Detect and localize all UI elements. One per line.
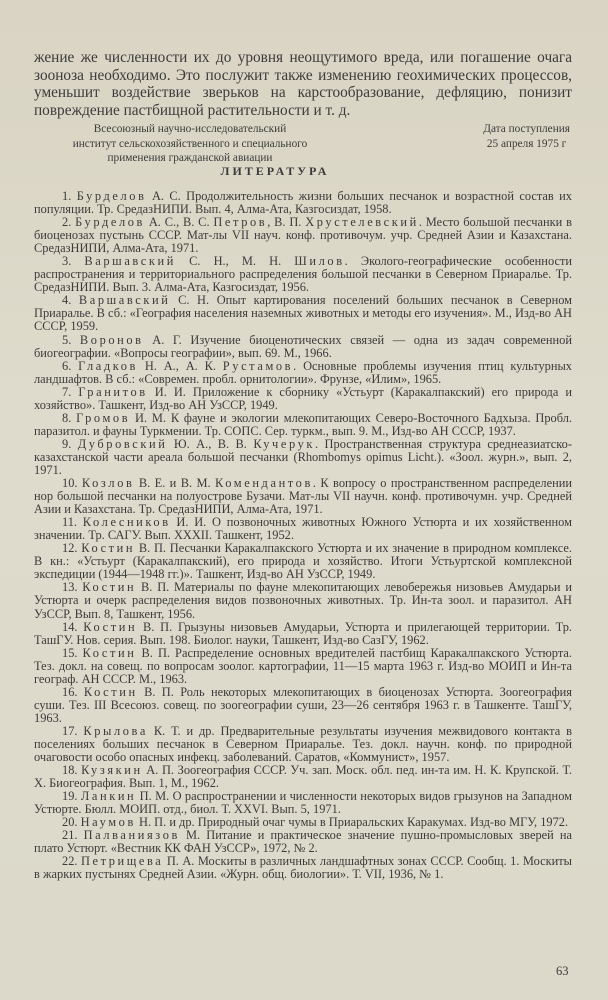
reference-text: 21. [62, 828, 84, 843]
reference-author: Кучерук [253, 436, 316, 451]
affiliation-line: Всесоюзный научно-исследовательский [93, 123, 287, 135]
reference-author: Костин [82, 580, 137, 595]
reference-text: А. Г. Изучение биоценотических связей — одна из задач современной биогеографии. «Вопросы географии», вып. 69. М., 1966. [34, 332, 572, 360]
received-value: 25 апреля 1975 г [486, 137, 567, 150]
reference-author: Колесников [82, 515, 171, 530]
reference-author: Воронов [79, 332, 144, 347]
reference-text: 3. [62, 254, 85, 269]
reference-text: 18. [62, 763, 82, 778]
reference-text: . Место большой песчанки в биоценозах пустынь СССР. Мат-лы VII науч. конф. противочум. учр. Средней Азии и Казахстана. СредазНИПИ, Алма-Ата, 1971. [34, 215, 572, 256]
reference-author: Гранитов [78, 384, 148, 399]
reference-author: Костин [82, 645, 137, 660]
reference-text: И. М. К фауне и экологии млекопитающих Северо-Восточного Бадхыза. Пробл. паразитол. и фауны Туркмении. Тр. СОПС. Сер. туркм., вып. 9. М., Изд-во АН СССР, 1937. [34, 410, 572, 438]
reference-item [34, 190, 572, 216]
reference-text: В. П. Роль некоторых млекопитающих в биоценозах Устюрта. Зоогеография суши. Тез. III Всесоюз. совещ. по зоогеографии суши, 23—26 сентября 1963 г. в Ташкенте. ТашГУ, 1963. [34, 684, 572, 725]
reference-text: 14. [62, 619, 84, 634]
reference-item [34, 360, 572, 386]
reference-author: Наумов [80, 815, 136, 830]
reference-item [34, 516, 572, 542]
reference-text: 17. [62, 723, 84, 738]
reference-text: 19. [62, 789, 81, 804]
reference-item [34, 829, 572, 855]
reference-text: 6. [62, 358, 79, 373]
reference-text: . Основные проблемы изучения птиц культурных ландшафтов. В сб.: «Современ. пробл. орнитологии». Фрунзе, «Илим», 1965. [34, 358, 572, 386]
reference-text: В. Е. и В. М. [134, 476, 215, 491]
reference-author: Бурделов [75, 215, 145, 230]
reference-author: Гладков [78, 358, 138, 373]
reference-item [34, 255, 572, 294]
reference-text: В. П. Материалы по фауне млекопитающих левобережья низовьев Амударьи и Устюрта и очерк распределения видов позвоночных животных. Тр. Ин-та зоол. и паразитол. АН УзССР, Вып. 8, Ташкент, 1956. [34, 580, 572, 621]
reference-text: 9. [62, 436, 78, 451]
reference-item [34, 334, 572, 360]
reference-author: Шилов [294, 254, 345, 269]
reference-item [34, 412, 572, 438]
reference-text: , В. П. [267, 215, 306, 230]
reference-author: Крылова [83, 723, 148, 738]
reference-item [34, 216, 572, 255]
reference-item [34, 686, 572, 725]
reference-text: 2. [62, 215, 76, 230]
reference-text: 15. [62, 645, 83, 660]
reference-text: Ю. А., В. В. [167, 436, 254, 451]
reference-author: Бурделов [76, 189, 147, 203]
reference-author: Хрустелевский [305, 215, 419, 230]
intro-paragraph: жение же численности их до уровня неощутимого вреда, или погашение очага зооноза необходимо. Это послужит также изменению геохимических процессов, уменьшит воздействие зверьков на карстообразование, дефляцию, понизит повреждение пастбищной растительности и т. д. [34, 49, 572, 120]
reference-author: Козлов [81, 476, 135, 491]
reference-text: 5. [62, 332, 80, 347]
reference-author: Дубровский [77, 436, 168, 451]
reference-author: Палваниязов [83, 828, 180, 843]
reference-text: Н. П. и др. Природный очаг чумы в Приаральских Каракумах. Изд-во МГУ, 1972. [135, 815, 569, 830]
reference-item [34, 542, 572, 581]
reference-author: Рустамов [222, 358, 294, 373]
reference-item [34, 621, 572, 647]
reference-item [34, 438, 572, 477]
reference-text: 11. [62, 515, 83, 530]
reference-author: Костин [83, 619, 138, 634]
reference-text: П. А. Москиты в различных ландшафтных зонах СССР. Сообщ. 1. Москиты в жарких пустынях Средней Азии. «Журн. общ. биологии». Т. VII, 1936, № 1. [34, 854, 572, 882]
reference-item [34, 386, 572, 412]
reference-item [34, 790, 572, 816]
reference-text: И. И. О позвоночных животных Южного Устюрта и их хозяйственном значении. Тр. САГУ. Вып. XXXII. Ташкент, 1952. [34, 515, 572, 543]
reference-author: Варшавский [78, 293, 171, 308]
reference-text: А. С., В. С. [145, 215, 214, 230]
reference-author: Костин [81, 541, 136, 556]
reference-text: А. С. Продолжительность жизни больших песчанок и возрастной состав их популяции. Тр. СредазНИПИ. Вып. 4, Алма-Ата, Казгосиздат, 1958. [34, 189, 572, 217]
reference-text: В. П. Грызуны низовьев Амударьи, Устюрта и прилегающей территории. Тр. ТашГУ. Нов. серия. Вып. 198. Биолог. науки, Ташкент, Изд-во СазГУ, 1962. [34, 619, 572, 647]
reference-text: П. М. О распространении и численности некоторых видов грызунов на Западном Устюрте. Бюлл. МОИП. отд., биол. Т. XXVI. Вып. 5, 1971. [34, 789, 572, 817]
reference-text: Н. А., А. К. [138, 358, 223, 373]
page-number: 63 [556, 964, 569, 978]
reference-list [34, 190, 572, 881]
received-label: Дата поступления [483, 123, 570, 135]
reference-author: Петров [213, 215, 268, 230]
reference-text: 1. [62, 189, 77, 203]
reference-author: Петрищева [80, 854, 164, 869]
reference-author: Громов [76, 410, 131, 425]
reference-item [34, 294, 572, 333]
reference-text: . К вопросу о пространственном распределении нор большой песчанки на полуострове Бузачи. Мат-лы VII научн. конф. противочумн. учр. Средней Азии и Казахстана. Тр. СредазНИПИ, Алма-Ата, 1971. [34, 476, 572, 517]
reference-item [34, 647, 572, 686]
reference-text: В. П. Распределение основных вредителей пастбищ Каракалпакского Устюрта. Тез. докл. на совещ. по вопросам зоолог. картографии, 11—15 марта 1963 г. Изд-во МОИП и Ин-та географ. АН СССР. М., 1963. [34, 645, 572, 686]
reference-item [34, 725, 572, 764]
reference-text: В. П. Песчанки Каракалпакского Устюрта и их значение в природном комплексе. В кн.: «Устьурт (Каракалпакский), его природа и хозяйство. Итоги Устьуртской комплексной экспедиции (1944—1948 гг.)». Ташкент, Изд-во АН УзССР, 1949. [34, 541, 572, 582]
reference-text: . Пространственная структура среднеазиатско-казахстанской части ареала большой песчанки (Rhombomys opimus Licht.). «Зоол. журн.», вып. 2, 1971. [34, 436, 572, 477]
affiliation-line: институт сельскохозяйственного и специального [72, 137, 308, 150]
reference-text: А. П. Зоогеография СССР. Уч. зап. Моск. обл. пед. ин-та им. Н. К. Крупской. Т. X. Биогеография. Вып. 1, М., 1962. [34, 763, 572, 791]
reference-text: 13. [62, 580, 83, 595]
reference-text: И. И. Приложение к сборнику «Устьурт (Каракалпакский) его природа и хозяйство». Ташкент, Изд-во АН УзССР, 1949. [34, 384, 572, 412]
reference-text: С. Н. Опыт картирования поселений больших песчанок в Северном Приаралье. В сб.: «География населения наземных животных и методы его изучения». М., Изд-во АН СССР, 1959. [34, 293, 572, 334]
reference-text: 22. [62, 854, 81, 869]
reference-text: К. Т. и др. Предварительные результаты изучения межвидового контакта в поселениях больших песчанок в Северном Приаралье. Тез. докл. научн. конф. по природной очаговости особо опасных инфекц. заболеваний. Саратов, «Коммунист», 1957. [34, 723, 572, 765]
reference-text: 20. [62, 815, 81, 830]
reference-author: Комендантов [214, 476, 313, 491]
reference-item [34, 855, 572, 881]
reference-text: 12. [62, 541, 82, 556]
received-date [483, 122, 570, 151]
reference-item [34, 764, 572, 790]
reference-item [34, 477, 572, 516]
reference-author: Варшавский [84, 254, 176, 269]
reference-author: Костин [83, 684, 138, 699]
literature-heading: ЛИТЕРАТУРА [220, 164, 330, 178]
reference-text: . Эколого-географические особенности распространения и территориального распределения большой песчанки в Северном Приаралье. Тр. СредазНИПИ. Вып. 3. Алма-Ата, Казгосиздат, 1956. [34, 254, 572, 295]
reference-text: 8. [62, 410, 77, 425]
reference-text: 7. [62, 384, 79, 399]
reference-author: Ланкин [80, 789, 137, 804]
affiliation-line: применения гражданской авиации [107, 152, 273, 164]
reference-author: Кузякин [81, 763, 143, 778]
reference-item [34, 581, 572, 620]
reference-text: С. Н., М. Н. [175, 254, 295, 269]
reference-text: М. Питание и практическое значение пушно-промысловых зверей на плато Устюрт. «Вестник КК ФАН УзССР», 1972, № 2. [34, 828, 573, 856]
affiliation [40, 122, 340, 166]
reference-text: 10. [62, 476, 82, 491]
reference-text: 4. [62, 293, 79, 308]
reference-text: 16. [62, 684, 84, 699]
